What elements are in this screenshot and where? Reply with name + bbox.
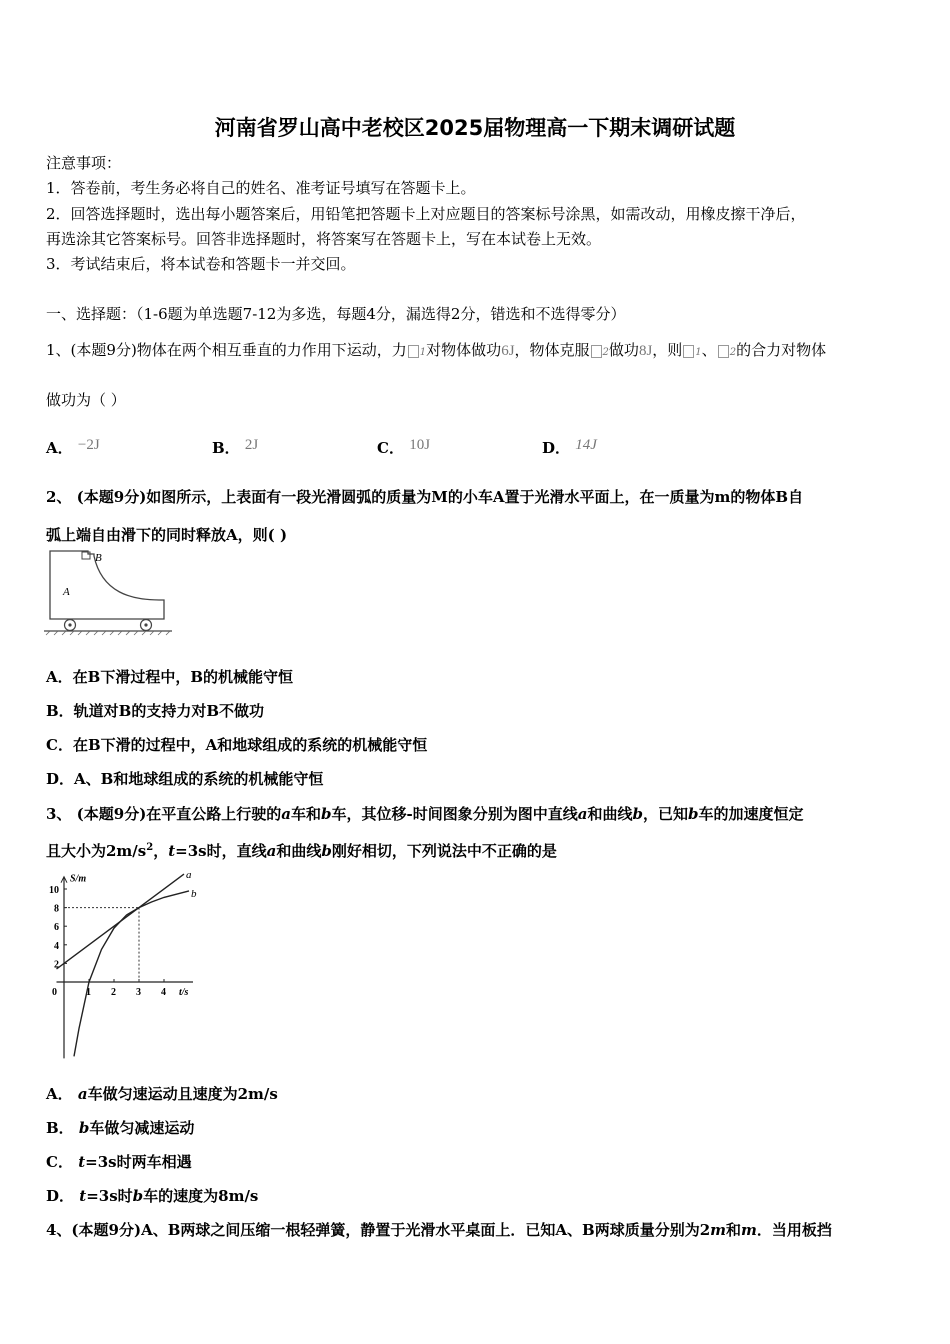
x-tick-label: 1 — [86, 987, 91, 998]
y-tick-label: 8 — [54, 903, 59, 915]
q1-option-b: B． 2J — [212, 437, 259, 457]
x-axis-label: t/s — [179, 987, 189, 998]
q2-option-d: D．A、B和地球组成的系统的机械能守恒 — [46, 770, 324, 788]
position-time-chart — [42, 869, 214, 1056]
q3-option-b: B． b车做匀减速运动 — [46, 1119, 195, 1137]
question-1-line-2: 做功为（ ） — [46, 391, 126, 409]
notice-item: 3．考试结束后，将本试卷和答题卡一并交回。 — [46, 255, 356, 273]
section-heading: 一、选择题：（1-6题为单选题7-12为多选，每题4分，漏选得2分，错选和不选得零分） — [46, 305, 626, 323]
q1-text: ，则 — [652, 341, 683, 359]
series-label-b: b — [191, 887, 197, 900]
q1-text: 1、(本题9分)物体在两个相互垂直的力作用下运动，力 — [46, 341, 407, 359]
page-title: 河南省罗山高中老校区2025届物理高一下期末调研试题 — [214, 116, 736, 140]
q3-option-a: A． a车做匀速运动且速度为2m/s — [46, 1085, 278, 1103]
series-label-a: a — [186, 869, 192, 882]
x-tick-label: 4 — [161, 987, 166, 998]
f-symbol-icon — [408, 345, 419, 358]
f-symbol-icon — [683, 345, 694, 358]
q1-work-2: 8J — [638, 343, 653, 359]
question-2-line-2: 弧上端自由滑下的同时释放A，则( ) — [46, 526, 288, 544]
notice-item: 1．答卷前，考生务必将自己的姓名、准考证号填写在答题卡上。 — [46, 179, 476, 197]
x-tick-label: 3 — [136, 987, 141, 998]
cart-diagram — [42, 548, 174, 636]
q1-text: 做功 — [608, 341, 639, 359]
q1-text: 对物体做功 — [426, 341, 502, 359]
notice-item: 再选涂其它答案标号。回答非选择题时，将答案写在答题卡上，写在本试卷上无效。 — [46, 230, 602, 248]
question-3-line-2: 且大小为$2m/s^2$，t=3s时，直线a和曲线b刚好相切，下列说法中不正确的是 — [46, 842, 557, 860]
q1-f2: 2 — [602, 347, 609, 358]
q2-option-a: A．在B下滑过程中，B的机械能守恒 — [46, 668, 293, 686]
q1-f2b: 2 — [729, 347, 737, 358]
label-b: B — [95, 552, 102, 564]
f-symbol-icon — [591, 345, 602, 358]
series-b — [74, 891, 189, 1057]
cart-body — [50, 551, 164, 619]
label-a: A — [63, 586, 70, 598]
question-1-line-1 — [46, 339, 826, 360]
y-tick-label: 6 — [54, 922, 59, 934]
q1-option-c: C． 10J — [377, 437, 431, 457]
wheel-icon — [141, 620, 152, 631]
x-tick-label: 0 — [52, 987, 57, 998]
q1-f1b: 1 — [695, 347, 702, 358]
notice-item: 2．回答选择题时，选出每小题答案后，用铅笔把答题卡上对应题目的答案标号涂黑，如需改动，用橡皮擦干净后， — [46, 205, 806, 223]
y-tick-label: 10 — [49, 885, 59, 896]
notice-heading: 注意事项： — [46, 154, 122, 172]
question-4-line-1: 4、(本题9分)A、B两球之间压缩一根轻弹簧，静置于光滑水平桌面上．已知A、B两球质量分别为2m和m．当用板挡 — [46, 1221, 832, 1239]
q1-option-a: A． −2J — [46, 437, 100, 457]
q2-option-b: B．轨道对B的支持力对B不做功 — [46, 702, 265, 720]
x-tick-label: 2 — [111, 987, 116, 998]
q1-work-1: 6J — [501, 343, 515, 359]
y-tick-label: 2 — [54, 959, 59, 971]
q2-option-c: C．在B下滑的过程中，A和地球组成的系统的机械能守恒 — [46, 736, 428, 754]
q3-option-d: D． t=3s时b车的速度为8m/s — [46, 1187, 259, 1205]
f-symbol-icon — [718, 345, 729, 358]
q1-text: ，物体克服 — [514, 341, 590, 359]
q1-text: 的合力对物体 — [736, 341, 827, 359]
q1-text: 、 — [701, 341, 717, 359]
q1-f1: 1 — [419, 347, 427, 358]
y-axis-label: S/m — [70, 873, 87, 885]
q1-option-d: D． 14J — [542, 437, 597, 457]
wheel-icon — [65, 620, 76, 631]
q3-option-c: C． t=3s时两车相遇 — [46, 1153, 192, 1171]
y-tick-label: 4 — [54, 940, 59, 952]
question-3-line-1: 3、 (本题9分)在平直公路上行驶的a车和b车，其位移-时间图象分别为图中直线a和曲线b，已知b车的加速度恒定 — [46, 805, 804, 823]
question-2-line-1: 2、 (本题9分)如图所示，上表面有一段光滑圆弧的质量为M的小车A置于光滑水平面上，在一质量为m的物体B自 — [46, 488, 804, 506]
block-b — [82, 552, 90, 559]
